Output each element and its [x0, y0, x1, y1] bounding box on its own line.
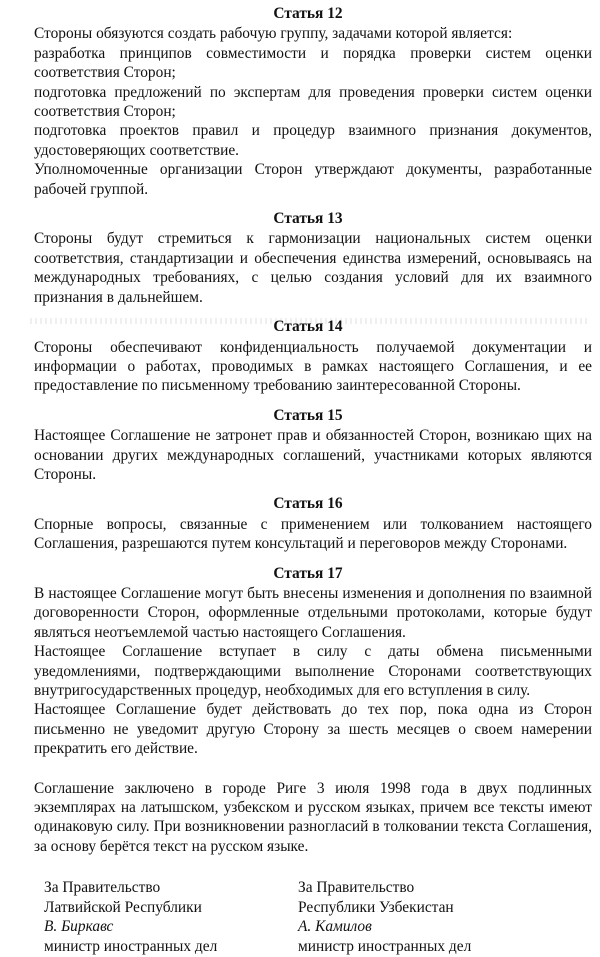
article-title: Статья 13	[273, 210, 343, 228]
article-title: Статья 15	[273, 406, 343, 424]
article-paragraph: Стороны обязуются создать рабочую группу, задачами которой является:	[34, 25, 513, 43]
article-paragraph: Стороны обеспечивают конфиденциальность получаемой документации и информации о работах, проводимых в рамках настоящего Соглашения, и ее предоставление по письменному требованию заинтересованной Стороны.	[34, 338, 592, 395]
article-paragraph: подготовка предложений по экспертам для проведения проверки систем оценки соответствия Сторон;	[34, 83, 592, 121]
article-paragraph: Настоящее Соглашение будет действовать до тех пор, пока одна из Сторон письменно не уведомит другую Сторону за шесть месяцев о своем намерении прекратить его действие.	[34, 701, 592, 758]
article-17	[34, 564, 592, 759]
article-title: Статья 14	[273, 318, 343, 336]
article-14	[34, 317, 592, 396]
article-title: Статья 12	[273, 5, 343, 22]
article-paragraph: Настоящее Соглашение не затронет прав и обязанностей Сторон, возникаю щих на основании других международных соглашений, участниками которых являются Стороны.	[34, 427, 592, 483]
signature-for-government: За Правительство	[298, 879, 415, 897]
signature-country: Республики Узбекистан	[298, 898, 454, 916]
signature-latvia	[44, 878, 298, 956]
signature-block	[34, 878, 592, 956]
closing-paragraph: Соглашение заключено в городе Риге 3 июля 1998 года в двух подлинных экземплярах на латышском, узбекском и русском языках, причем все тексты имеют одинаковую силу. При возникновении разногласий в толковании текста Соглашения, за основу берётся текст на русском языке.	[34, 779, 592, 855]
article-12	[34, 4, 592, 199]
article-13	[34, 209, 592, 307]
article-title: Статья 17	[273, 564, 343, 582]
article-15	[34, 406, 592, 485]
signature-country: Латвийской Республики	[44, 898, 202, 916]
signatory-position: министр иностранных дел	[44, 938, 218, 956]
article-paragraph: подготовка проектов правил и процедур взаимного признания документов, удостоверяющих соответствие.	[34, 122, 592, 159]
article-paragraph: Уполномоченные организации Сторон утверждают документы, разработанные рабочей группой.	[34, 161, 592, 198]
signatory-name: А. Камилов	[298, 918, 372, 936]
article-paragraph: В настоящее Соглашение могут быть внесены изменения и дополнения по взаимной договоренности Сторон, оформленные отдельными протоколами, которые будут являться неотъемлемой частью настоящего Соглашения.	[34, 584, 592, 641]
signatory-name: В. Биркавс	[44, 918, 114, 936]
article-title: Статья 16	[273, 495, 343, 513]
article-paragraph: Стороны будут стремиться к гармонизации национальных систем оценки соответствия, стандартизации и обеспечения единства измерений, основываясь на международных требованиях, с целью создания условий для их взаимного признания в дальнейшем.	[34, 230, 592, 306]
article-paragraph: Настоящее Соглашение вступает в силу с даты обмена письменными уведомлениями, подтверждающими выполнение Сторонами соответствующих внутригосударственных процедур, необходимых для его вступления в силу.	[34, 643, 592, 699]
article-paragraph: Спорные вопросы, связанные с применением или толкованием настоящего Соглашения, разрешаются путем консультаций и переговоров между Сторонами.	[34, 515, 592, 553]
article-paragraph: разработка принципов совместимости и порядка проверки систем оценки соответствия Сторон;	[34, 44, 592, 82]
article-16	[34, 494, 592, 553]
signature-for-government: За Правительство	[44, 879, 161, 897]
signatory-position: министр иностранных дел	[298, 938, 472, 956]
signature-uzbekistan	[298, 878, 552, 956]
